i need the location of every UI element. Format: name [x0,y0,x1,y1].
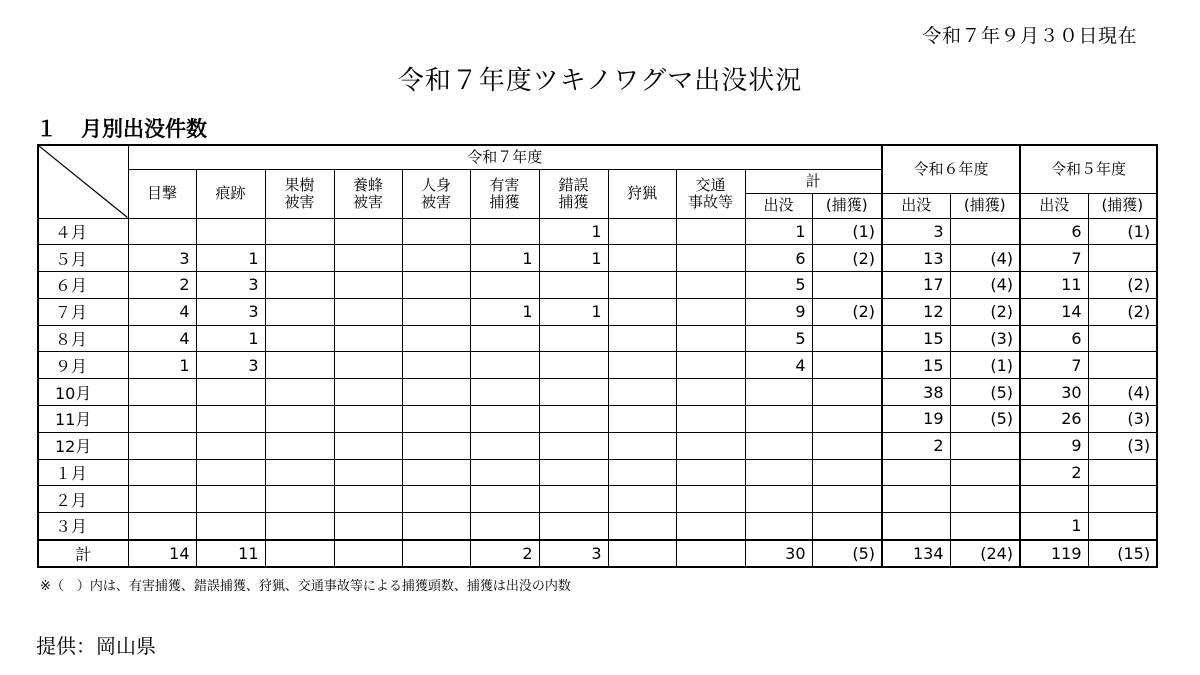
category-count [470,272,539,299]
category-count [539,272,608,299]
month-label: 11月 [38,406,128,433]
category-count: 2 [470,540,539,567]
r5-capture: (1) [1088,218,1157,245]
r6-capture: (1) [950,352,1020,379]
sum-capture [812,325,882,352]
category-header [265,169,334,218]
category-count [265,379,334,406]
r6-capture: (2) [950,298,1020,325]
category-count [265,540,334,567]
category-header-text: 養蜂 [352,176,383,194]
category-count [334,325,402,352]
month-label: ３月 [38,513,128,540]
category-header-text: 痕跡 [215,184,246,203]
sub-sighting-r5: 出没 [1020,193,1088,218]
category-count [402,432,470,459]
category-count [470,325,539,352]
r6-capture: (4) [950,245,1020,272]
category-count [539,513,608,540]
category-count [334,513,402,540]
category-count [334,298,402,325]
category-count: 1 [470,298,539,325]
month-label: ２月 [38,486,128,513]
category-count [402,245,470,272]
r6-capture [950,218,1020,245]
r5-capture [1088,245,1157,272]
category-count [265,513,334,540]
table-row [38,352,1157,379]
category-count: 1 [196,245,265,272]
source-credit: 提供：岡山県 [36,634,156,658]
category-header-text: 人身 [420,176,451,194]
category-header-text: 被害 [420,192,451,211]
month-label: ６月 [38,272,128,299]
r5-sighting: 6 [1020,218,1088,245]
category-count [265,218,334,245]
category-count [470,379,539,406]
sum-sighting: 4 [745,352,812,379]
group-header-r5: 令和５年度 [1020,145,1157,193]
category-count [402,325,470,352]
category-count [608,540,676,567]
r6-sighting: 13 [882,245,950,272]
category-count [265,325,334,352]
category-count [539,432,608,459]
category-count: 3 [539,540,608,567]
total-row [38,540,1157,567]
r5-sighting: 26 [1020,406,1088,433]
category-count [196,406,265,433]
category-count [402,486,470,513]
r5-sighting [1020,486,1088,513]
sub-capture-r7: (捕獲) [812,193,882,218]
month-label: ５月 [38,245,128,272]
category-count [676,379,745,406]
table-row [38,379,1157,406]
category-count [265,298,334,325]
group-header-r6: 令和６年度 [882,145,1020,193]
category-count [334,379,402,406]
category-count [265,406,334,433]
sum-capture [812,513,882,540]
category-count [676,298,745,325]
category-count [608,459,676,486]
category-count [402,218,470,245]
r6-capture [950,486,1020,513]
sum-capture: (2) [812,298,882,325]
category-count [402,298,470,325]
category-count [128,459,196,486]
total-label: 計 [38,540,128,567]
sum-capture [812,379,882,406]
r5-capture: (2) [1088,272,1157,299]
sum-sighting: 5 [745,325,812,352]
category-header-text: 狩猟 [626,184,657,203]
category-count [470,352,539,379]
r5-capture: (3) [1088,432,1157,459]
category-count [402,352,470,379]
sum-sighting: 1 [745,218,812,245]
category-count [470,432,539,459]
r6-sighting: 134 [882,540,950,567]
category-count [608,406,676,433]
category-header-text: 目撃 [146,184,177,203]
sub-sighting-r6: 出没 [882,193,950,218]
corner-cell [38,145,128,218]
category-count [196,218,265,245]
category-count [676,513,745,540]
footnote: ※（ ）内は、有害捕獲、錯誤捕獲、狩猟、交通事故等による捕獲頭数、捕獲は出没の内数 [40,579,571,594]
sum-capture [812,459,882,486]
section-number: １ [36,117,57,141]
sum-sighting [745,379,812,406]
category-count [265,486,334,513]
category-count [334,272,402,299]
category-header-text: 捕獲 [558,192,589,211]
category-count [608,432,676,459]
category-count [470,513,539,540]
category-count [128,513,196,540]
sum-capture: (2) [812,245,882,272]
category-count: 2 [128,272,196,299]
category-count: 1 [539,245,608,272]
category-count [265,245,334,272]
r5-sighting: 7 [1020,245,1088,272]
category-count [402,406,470,433]
category-count [676,352,745,379]
sum-sighting [745,432,812,459]
category-count [402,540,470,567]
category-count [196,432,265,459]
category-count [196,486,265,513]
sum-capture [812,352,882,379]
r5-capture [1088,486,1157,513]
category-header-text: 被害 [352,192,383,211]
category-header [402,169,470,218]
sum-sighting [745,459,812,486]
r6-sighting: 15 [882,352,950,379]
category-header-text: 被害 [284,192,315,211]
table-row [38,513,1157,540]
category-count [334,218,402,245]
category-count [539,406,608,433]
category-count: 4 [128,325,196,352]
category-count [196,459,265,486]
r6-sighting [882,486,950,513]
table-row [38,218,1157,245]
sum-capture [812,406,882,433]
sub-sighting-r7: 出没 [745,193,812,218]
category-count [608,486,676,513]
category-header-text: 捕獲 [489,192,520,211]
category-count [608,245,676,272]
r6-sighting: 3 [882,218,950,245]
category-count [539,459,608,486]
category-count [539,352,608,379]
r5-capture: (4) [1088,379,1157,406]
sum-sighting [745,513,812,540]
sum-sighting: 30 [745,540,812,567]
sum-header: 計 [745,169,882,193]
sum-capture [812,486,882,513]
month-label: １月 [38,459,128,486]
r6-capture [950,513,1020,540]
r6-sighting: 38 [882,379,950,406]
category-count [608,218,676,245]
r6-sighting: 15 [882,325,950,352]
r6-sighting [882,459,950,486]
sum-sighting: 6 [745,245,812,272]
category-count [676,325,745,352]
r6-capture: (4) [950,272,1020,299]
category-count [676,245,745,272]
category-count: 3 [196,272,265,299]
category-header-text: 交通 [695,176,726,194]
month-label: ９月 [38,352,128,379]
category-header-text: 有害 [489,176,520,194]
category-count [128,486,196,513]
category-count [539,325,608,352]
r5-sighting: 1 [1020,513,1088,540]
category-header [539,169,608,218]
table-row [38,406,1157,433]
month-label: ８月 [38,325,128,352]
category-count [676,540,745,567]
category-count [676,459,745,486]
category-count [334,245,402,272]
category-count: 1 [539,218,608,245]
sum-capture: (1) [812,218,882,245]
category-header [128,169,196,218]
r6-capture: (5) [950,379,1020,406]
category-count [676,406,745,433]
r5-capture [1088,459,1157,486]
category-count [334,459,402,486]
table-row [38,245,1157,272]
category-count [128,406,196,433]
category-count [196,379,265,406]
category-count [334,432,402,459]
r6-capture: (3) [950,325,1020,352]
r5-sighting: 9 [1020,432,1088,459]
r5-sighting: 119 [1020,540,1088,567]
category-count [470,459,539,486]
category-count [608,352,676,379]
category-header [676,169,745,218]
category-count: 11 [196,540,265,567]
category-count [402,459,470,486]
r5-sighting: 11 [1020,272,1088,299]
month-label: 12月 [38,432,128,459]
r6-sighting [882,513,950,540]
category-header-text: 果樹 [284,176,315,194]
r6-sighting: 12 [882,298,950,325]
category-count [402,379,470,406]
month-label: ４月 [38,218,128,245]
month-label: 10月 [38,379,128,406]
diagonal-line [39,146,128,218]
sum-capture [812,432,882,459]
r6-capture: (24) [950,540,1020,567]
table-row [38,325,1157,352]
table-row [38,298,1157,325]
category-count: 1 [470,245,539,272]
category-count [265,272,334,299]
section-title: 月別出没件数 [81,117,207,141]
r5-sighting: 14 [1020,298,1088,325]
sub-capture-r6: (捕獲) [950,193,1020,218]
r5-sighting: 7 [1020,352,1088,379]
category-count [265,352,334,379]
r5-capture [1088,352,1157,379]
category-count: 14 [128,540,196,567]
r5-sighting: 2 [1020,459,1088,486]
category-count: 1 [196,325,265,352]
category-count [608,272,676,299]
category-count: 4 [128,298,196,325]
category-count [265,432,334,459]
category-count: 3 [128,245,196,272]
as-of-date: 令和７年９月３０日現在 [922,25,1137,47]
category-count [539,486,608,513]
category-count [334,540,402,567]
r6-capture: (5) [950,406,1020,433]
category-count [334,406,402,433]
category-count [265,459,334,486]
sum-sighting [745,486,812,513]
category-count [128,218,196,245]
category-count [334,352,402,379]
page-title: 令和７年度ツキノワグマ出没状況 [397,66,803,96]
category-count [608,379,676,406]
category-count [402,272,470,299]
category-header [196,169,265,218]
section-heading [36,113,207,143]
category-count [470,486,539,513]
monthly-sightings-table [37,144,1158,568]
r6-sighting: 17 [882,272,950,299]
category-count [608,298,676,325]
category-header-text: 錯誤 [558,176,589,194]
table-row [38,459,1157,486]
month-label: ７月 [38,298,128,325]
r6-capture [950,432,1020,459]
category-count [334,486,402,513]
sum-sighting: 9 [745,298,812,325]
category-count [470,218,539,245]
sum-capture: (5) [812,540,882,567]
category-count [402,513,470,540]
category-count [128,432,196,459]
r5-capture: (15) [1088,540,1157,567]
category-header [470,169,539,218]
r5-sighting: 6 [1020,325,1088,352]
category-count: 1 [539,298,608,325]
table-row [38,432,1157,459]
category-count [470,406,539,433]
r6-sighting: 2 [882,432,950,459]
category-count [608,513,676,540]
category-count: 3 [196,352,265,379]
category-count [676,218,745,245]
category-count [676,486,745,513]
category-count [196,513,265,540]
sum-sighting [745,406,812,433]
group-header-r7: 令和７年度 [128,145,882,169]
r5-capture [1088,325,1157,352]
category-count [128,379,196,406]
category-count: 3 [196,298,265,325]
r5-capture [1088,513,1157,540]
sub-capture-r5: (捕獲) [1088,193,1157,218]
sum-sighting: 5 [745,272,812,299]
r5-capture: (2) [1088,298,1157,325]
table-row [38,272,1157,299]
r5-sighting: 30 [1020,379,1088,406]
category-header [608,169,676,218]
table-row [38,486,1157,513]
category-header-text: 事故等 [687,192,733,211]
r5-capture: (3) [1088,406,1157,433]
category-count [676,432,745,459]
category-count [608,325,676,352]
category-count [676,272,745,299]
category-count [539,379,608,406]
category-header [334,169,402,218]
category-count: 1 [128,352,196,379]
sum-capture [812,272,882,299]
r6-sighting: 19 [882,406,950,433]
r6-capture [950,459,1020,486]
